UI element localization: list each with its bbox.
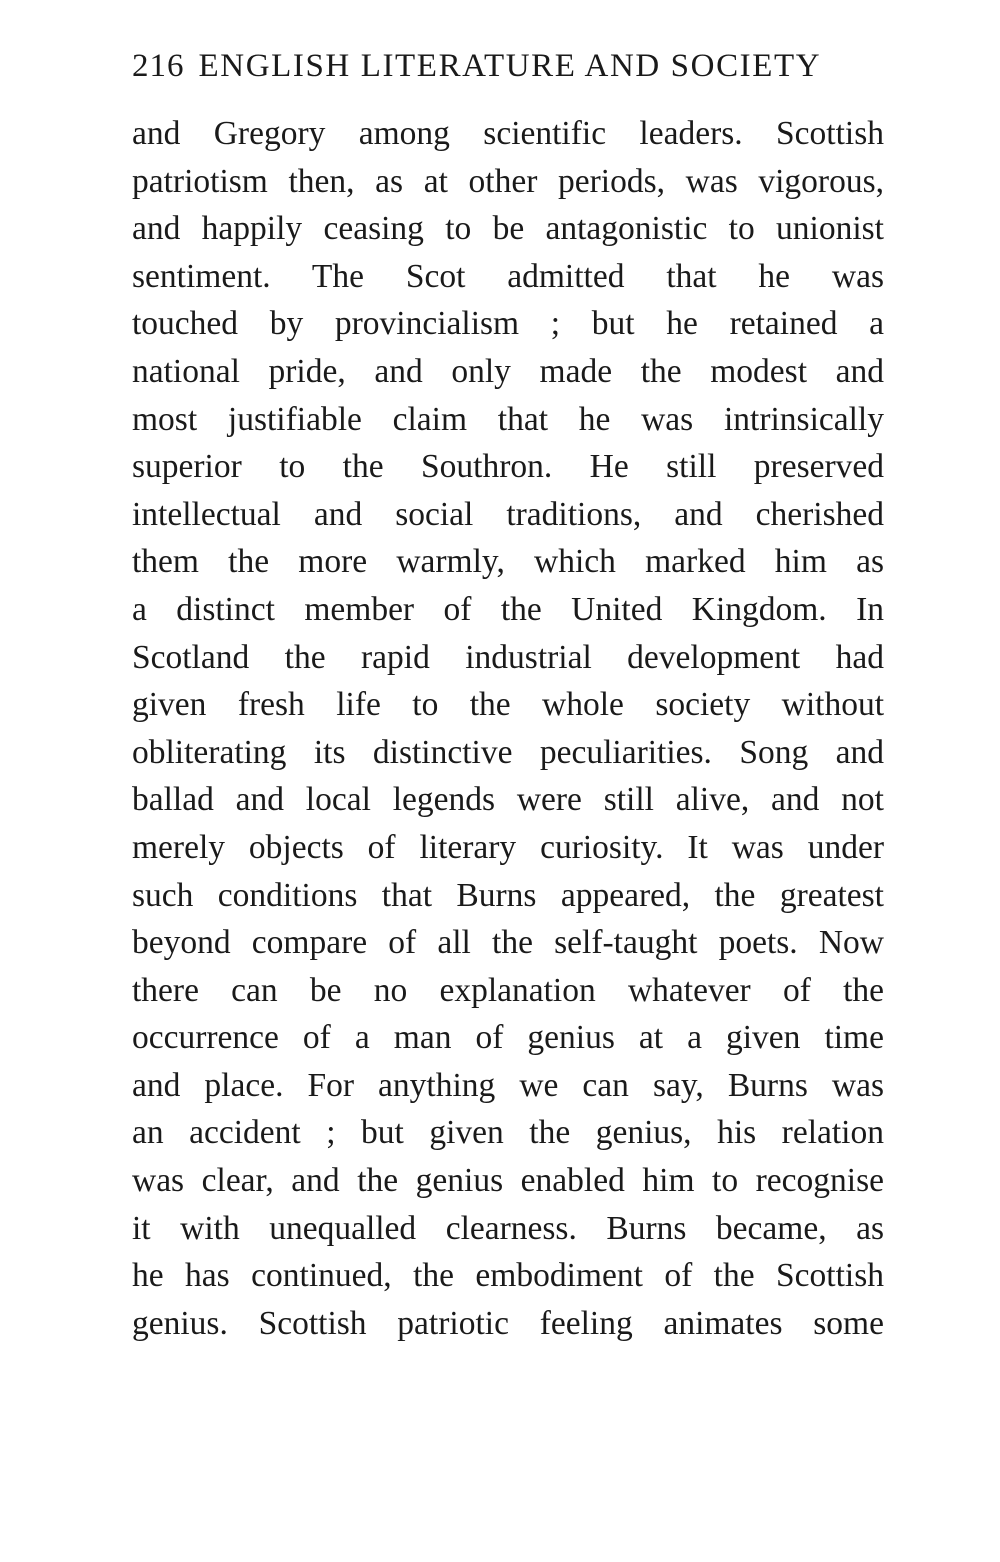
text-line: was clear, and the genius enabled him to recognise [132, 1162, 884, 1200]
text-line: Scotland the rapid industrial development had [132, 638, 884, 676]
text-line: patriotism then, as at other periods, was vigorous, [132, 162, 884, 200]
text-line: there can be no explanation whatever of the [132, 971, 884, 1009]
text-line: such conditions that Burns appeared, the greatest [132, 876, 884, 914]
text-line: he has continued, the embodiment of the Scottish [132, 1257, 884, 1295]
text-line: national pride, and only made the modest and [132, 352, 884, 390]
page-number: 216 [132, 48, 185, 84]
text-line: given fresh life to the whole society without [132, 686, 884, 724]
text-line: and Gregory among scientific leaders. Scottish [132, 115, 884, 152]
text-line: sentiment. The Scot admitted that he was [132, 257, 884, 295]
text-line: most justifiable claim that he was intrinsically [132, 400, 884, 438]
text-line: them the more warmly, which marked him as [132, 543, 884, 581]
text-line: intellectual and social traditions, and cherished [132, 495, 884, 533]
text-line: an accident ; but given the genius, his relation [132, 1114, 884, 1152]
text-line: obliterating its distinctive peculiarities. Song and [132, 733, 884, 771]
text-line: superior to the Southron. He still preserved [132, 448, 884, 486]
text-line: beyond compare of all the self-taught poets. Now [132, 924, 884, 962]
text-line: merely objects of literary curiosity. It was under [132, 828, 884, 866]
text-line: and place. For anything we can say, Burns was [132, 1066, 884, 1104]
running-head [132, 42, 884, 90]
text-line: it with unequalled clearness. Burns became, as [132, 1209, 884, 1247]
text-line: and happily ceasing to be antagonistic to unionist [132, 210, 884, 248]
body-text [132, 110, 884, 1347]
running-title: ENGLISH LITERATURE AND SOCIETY [198, 48, 822, 84]
text-line: genius. Scottish patriotic feeling animates some [132, 1304, 884, 1342]
text-line: touched by provincialism ; but he retained a [132, 305, 884, 343]
text-line: occurrence of a man of genius at a given time [132, 1019, 884, 1057]
text-line: a distinct member of the United Kingdom. In [132, 590, 884, 628]
text-line: ballad and local legends were still alive, and not [132, 781, 884, 819]
